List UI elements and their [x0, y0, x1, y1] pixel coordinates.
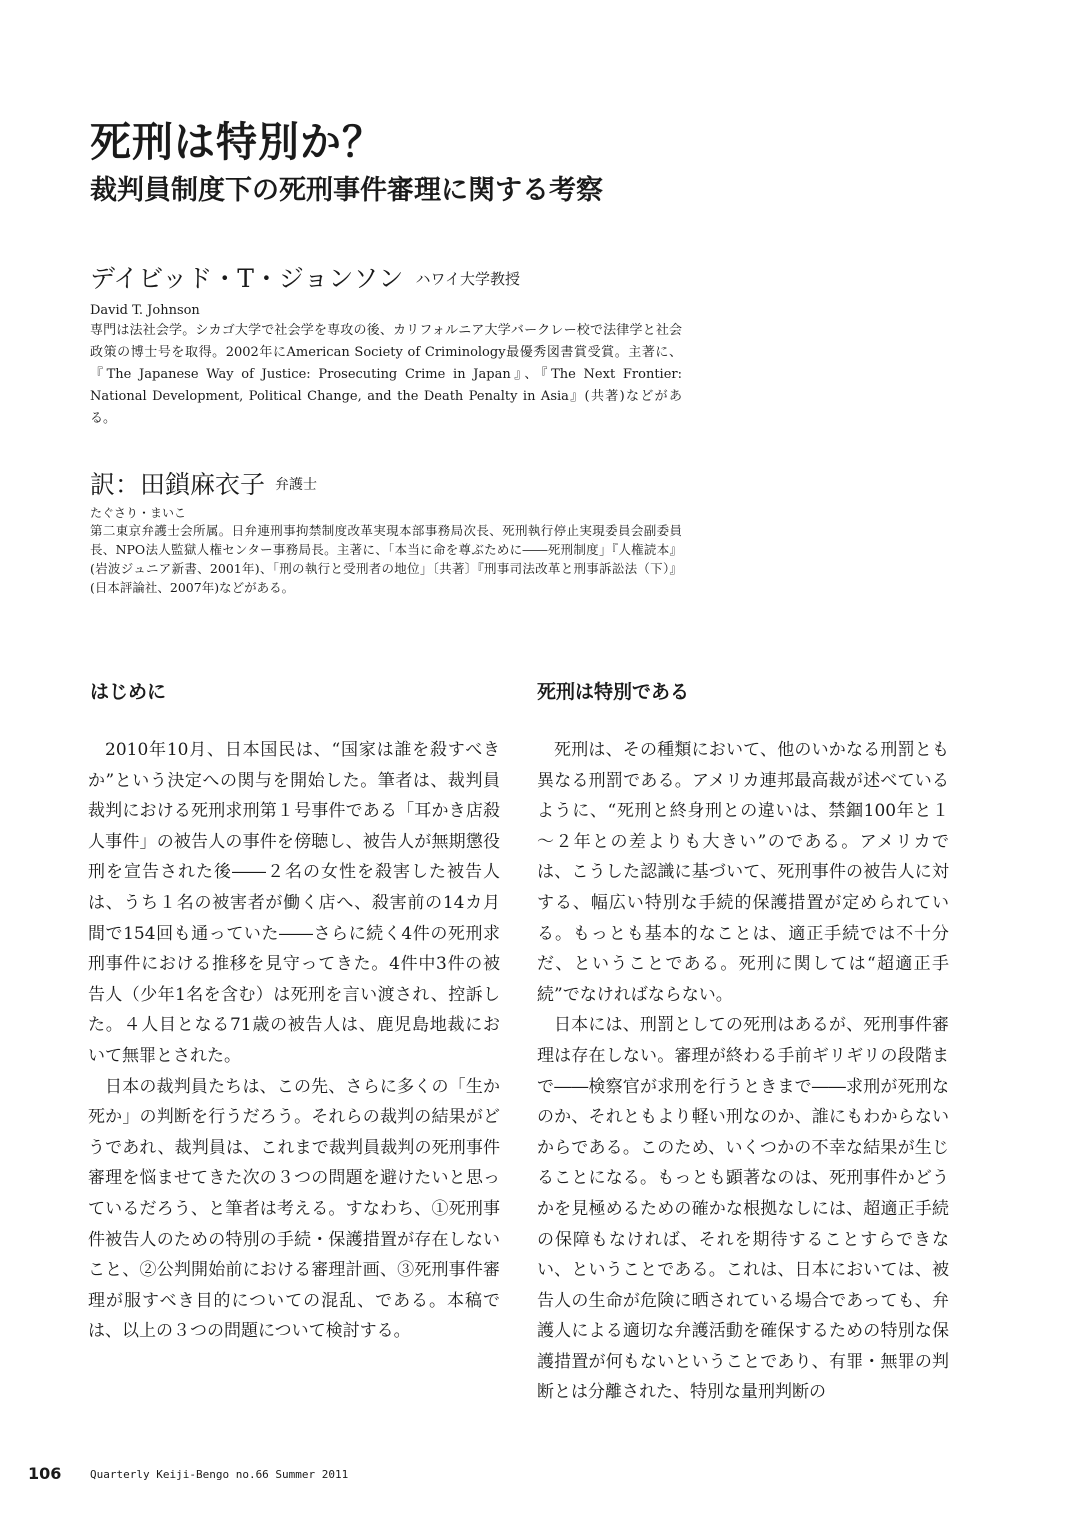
section-heading-introduction: はじめに [90, 681, 167, 703]
section-heading-death-penalty-is-special: 死刑は特別である [537, 681, 690, 703]
article-title: 死刑は特別か？ [90, 118, 384, 166]
column-death-penalty-is-special [537, 735, 949, 1408]
translator-name: 訳：田鎖麻衣子 [90, 470, 266, 499]
author-romaji: David T. Johnson [90, 303, 200, 318]
author-byline [90, 262, 520, 299]
translator-bio: 第二東京弁護士会所属。日弁連刑事拘禁制度改革実現本部事務局次長、死刑執行停止実現委員会副委員長、NPO法人監獄人権センター事務局長。主著に、「本当に命を尊ぶために――死刑制度」『人権読本』(岩波ジュニア新書、2001年)、「刑の執行と受刑者の地位」〔共著〕『刑事司法改革と刑事訴訟法（下）』(日本評論社、2007年)などがある。 [90, 523, 682, 595]
author-name: デイビッド・T・ジョンソン [90, 264, 404, 293]
translator-role: 弁護士 [275, 477, 318, 493]
column-introduction [88, 735, 500, 1347]
body-paragraph: 日本の裁判員たちは、この先、さらに多くの「生か死か」の判断を行うだろう。それらの裁判の結果がどうであれ、裁判員は、これまで裁判員裁判の死刑事件審理を悩ませてきた次の３つの問題を避けたいと思っているだろう、と筆者は考える。すなわち、①死刑事件被告人のための特別の手続・保護措置が存在しないこと、②公判開始前における審理計画、③死刑事件審理が服すべき目的についての混乱、である。本稿では、以上の３つの問題について検討する。 [88, 1076, 500, 1342]
body-paragraph: 2010年10月、日本国民は、“国家は誰を殺すべきか”という決定への関与を開始した。筆者は、裁判員裁判における死刑求刑第１号事件である「耳かき店殺人事件」の被告人の事件を傍聴し、被告人が無期懲役刑を宣告された後――２名の女性を殺害した被告人は、うち１名の被害者が働く店へ、殺害前の14カ月間で154回も通っていた――さらに続く4件の死刑求刑事件における推移を見守ってきた。4件中3件の被告人（少年1名を含む）は死刑を言い渡され、控訴した。４人目となる71歳の被告人は、鹿児島地裁において無罪とされた。 [88, 740, 500, 1066]
body-paragraph: 日本には、刑罰としての死刑はあるが、死刑事件審理は存在しない。審理が終わる手前ギリギリの段階まで――検察官が求刑を行うときまで――求刑が死刑なのか、それともより軽い刑なのか、誰にもわからないからである。このため、いくつかの不幸な結果が生じることになる。もっとも顕著なのは、死刑事件かどうかを見極めるための確かな根拠なしには、超適正手続の保障もなければ、それを期待することすらできない、ということである。これは、日本においては、被告人の生命が危険に晒されている場合であっても、弁護人による適切な弁護活動を確保するための特別な保護措置が何もないということであり、有罪・無罪の判断とは分離された、特別な量刑判断の [537, 1015, 949, 1403]
page-number: 106 [28, 1464, 62, 1483]
translator-romaji: たぐさり・まいこ [90, 506, 187, 520]
translator-byline [90, 467, 317, 507]
journal-footer: Quarterly Keiji-Bengo no.66 Summer 2011 [90, 1468, 349, 1481]
article-subtitle: 裁判員制度下の死刑事件審理に関する考察 [90, 175, 603, 206]
author-bio: 専門は法社会学。シカゴ大学で社会学を専攻の後、カリフォルニア大学バークレー校で法律学と社会政策の博士号を取得。2002年にAmerican Society of Criminology最優秀図書賞受賞。主著に、『The Japanese Way of Justice: Prosecuting Crime in Japan』、『The Next Frontier: National Development, Political Change, and the Death Penalty in Asia』(共著)などがある。 [90, 323, 682, 426]
author-role: ハワイ大学教授 [415, 270, 520, 288]
body-paragraph: 死刑は、その種類において、他のいかなる刑罰とも異なる刑罰である。アメリカ連邦最高裁が述べているように、“死刑と終身刑との違いは、禁錮100年と１～２年との差よりも大きい”のである。アメリカでは、こうした認識に基づいて、死刑事件の被告人に対する、幅広い特別な手続的保護措置が定められている。もっとも基本的なことは、適正手続では不十分だ、ということである。死刑に関しては“超適正手続”でなければならない。 [537, 740, 949, 1005]
